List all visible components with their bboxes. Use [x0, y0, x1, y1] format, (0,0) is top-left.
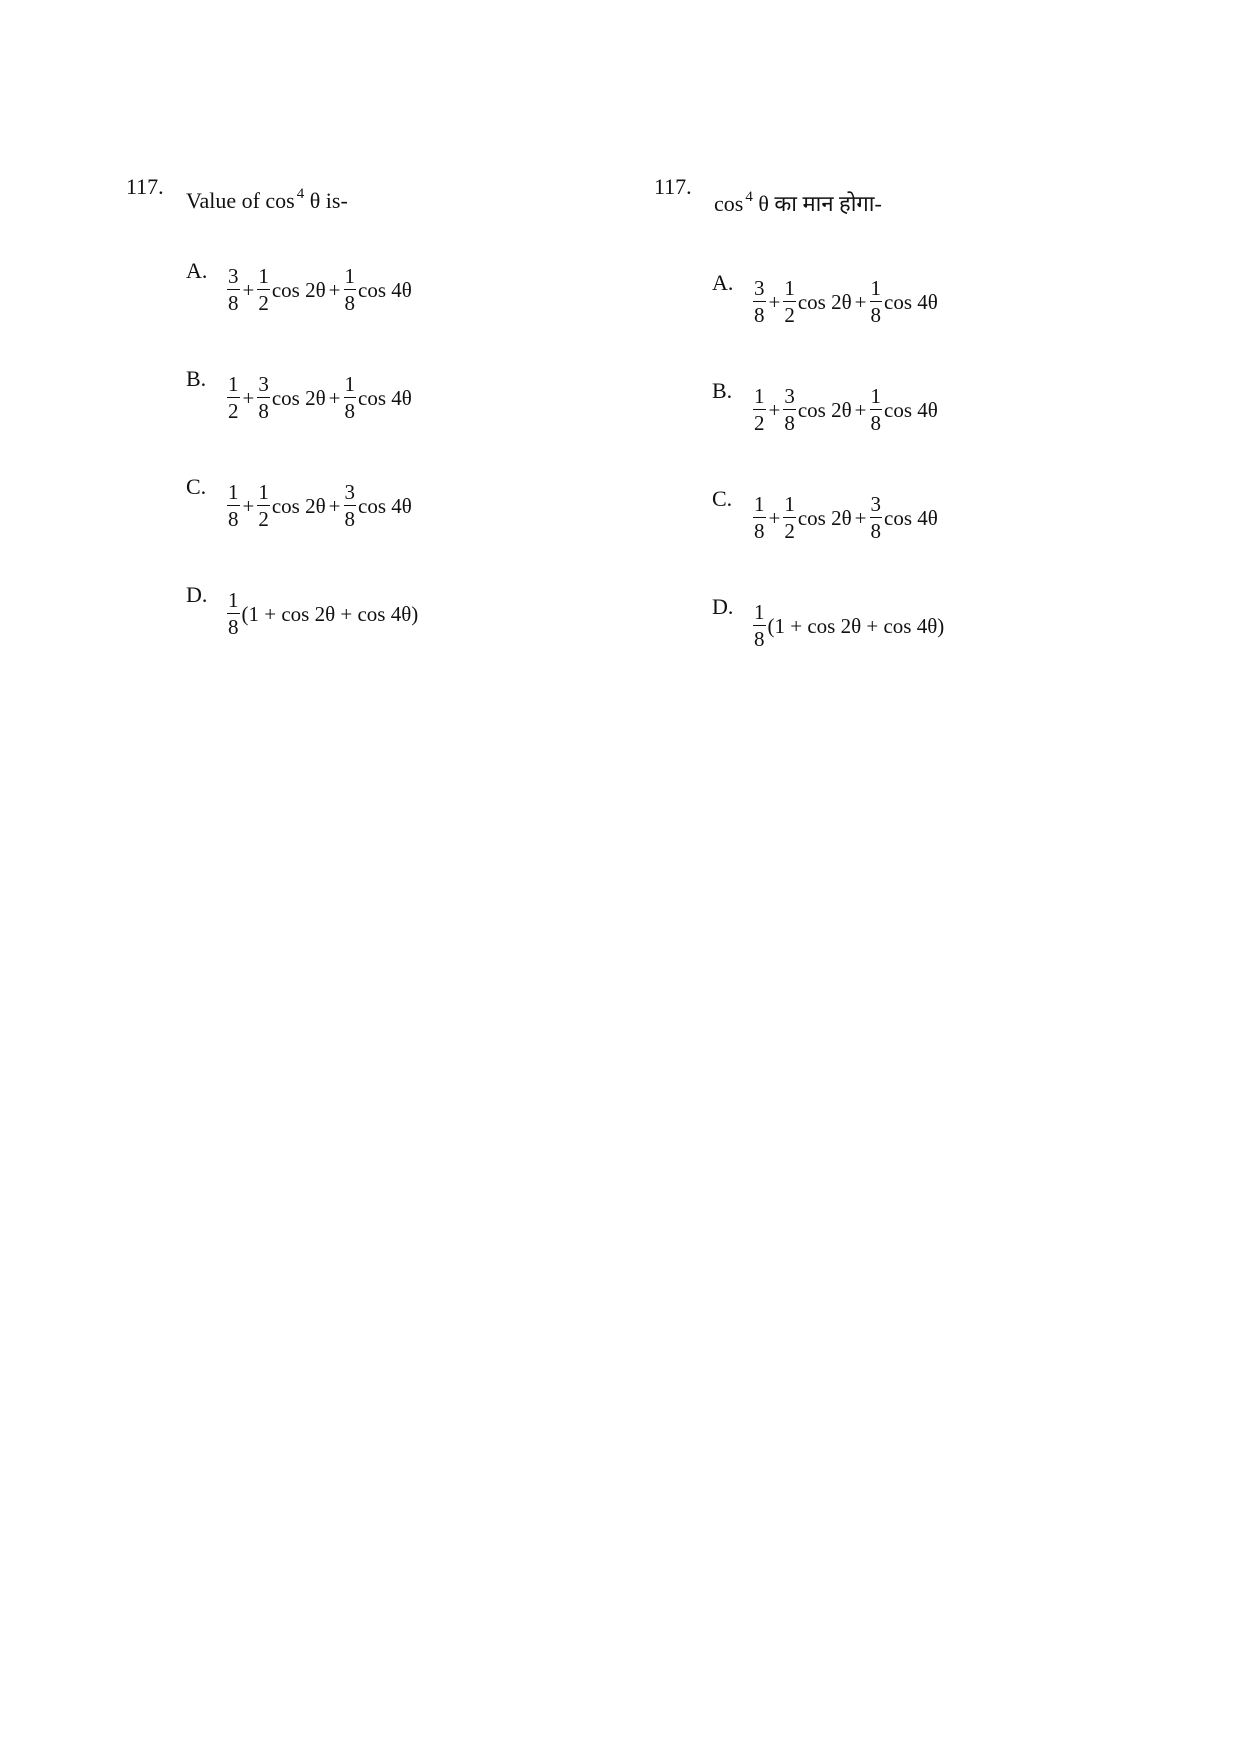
- operator: +: [768, 289, 781, 314]
- term: cos 2θ: [271, 385, 326, 410]
- numerator: 1: [344, 264, 355, 288]
- term: cos 2θ: [797, 505, 852, 530]
- numerator: 3: [784, 384, 795, 408]
- denominator: 8: [344, 291, 355, 315]
- numerator: 1: [870, 384, 881, 408]
- operator: +: [768, 505, 781, 530]
- term: cos 4θ: [358, 385, 412, 410]
- option-letter: C.: [186, 474, 207, 499]
- option-letter: B.: [712, 378, 733, 403]
- fraction: [753, 278, 766, 326]
- denominator: 8: [870, 519, 881, 543]
- numerator: 3: [228, 264, 239, 288]
- cos-label: cos: [265, 188, 295, 213]
- option-letter: A.: [186, 258, 208, 283]
- denominator: 8: [344, 507, 355, 531]
- fraction: [753, 602, 766, 650]
- fraction: [753, 494, 766, 542]
- option-letter: B.: [186, 366, 207, 391]
- operator: +: [242, 277, 255, 302]
- option-expression: [752, 594, 945, 658]
- option-letter: A.: [712, 270, 734, 295]
- term: cos 4θ: [884, 397, 938, 422]
- denominator: 8: [754, 627, 765, 651]
- question-text-en: [186, 188, 348, 214]
- question-number-en: 117.: [126, 174, 164, 199]
- term: cos 4θ: [358, 493, 412, 518]
- term: cos 2θ: [271, 277, 326, 302]
- option-expression: [226, 258, 413, 322]
- option-expression: [752, 270, 939, 334]
- denominator: 8: [228, 291, 239, 315]
- denominator: 2: [784, 519, 795, 543]
- fraction: [227, 266, 240, 314]
- operator: +: [768, 397, 781, 422]
- denominator: 2: [228, 399, 239, 423]
- denominator: 8: [784, 411, 795, 435]
- operator: +: [242, 493, 255, 518]
- power: 4: [745, 189, 753, 205]
- term: cos 2θ: [797, 397, 852, 422]
- denominator: 2: [784, 303, 795, 327]
- cos-label: cos: [714, 191, 744, 216]
- fraction: [870, 494, 883, 542]
- fraction: [257, 266, 270, 314]
- option-expression: [226, 582, 419, 646]
- numerator: 1: [754, 384, 765, 408]
- fraction: [344, 374, 357, 422]
- operator: +: [854, 505, 867, 530]
- denominator: 2: [258, 507, 269, 531]
- option-expression: [226, 474, 413, 538]
- fraction: [870, 386, 883, 434]
- option-expression: [752, 378, 939, 442]
- question-number-hi: 117.: [654, 174, 692, 199]
- fraction: [783, 494, 796, 542]
- denominator: 8: [228, 615, 239, 639]
- operator: +: [854, 289, 867, 314]
- denominator: 8: [754, 519, 765, 543]
- option-letter: D.: [712, 594, 734, 619]
- question-text-hi: [714, 188, 882, 218]
- fraction: [257, 482, 270, 530]
- fraction: [783, 278, 796, 326]
- numerator: 3: [754, 276, 765, 300]
- fraction: [753, 386, 766, 434]
- numerator: 1: [258, 480, 269, 504]
- option-letter: D.: [186, 582, 208, 607]
- denominator: 8: [754, 303, 765, 327]
- theta: θ: [309, 188, 321, 213]
- fraction: [227, 374, 240, 422]
- numerator: 1: [228, 480, 239, 504]
- denominator: 8: [258, 399, 269, 423]
- operator: +: [328, 277, 341, 302]
- operator: +: [328, 493, 341, 518]
- numerator: 1: [754, 600, 765, 624]
- numerator: 1: [784, 276, 795, 300]
- fraction: [257, 374, 270, 422]
- denominator: 8: [344, 399, 355, 423]
- denominator: 8: [870, 411, 881, 435]
- fraction: [227, 590, 240, 638]
- fraction: [344, 266, 357, 314]
- numerator: 3: [258, 372, 269, 396]
- term: (1 + cos 2θ + cos 4θ): [767, 613, 945, 638]
- question-suffix: का मान होगा-: [768, 191, 882, 216]
- term: cos 4θ: [884, 289, 938, 314]
- denominator: 8: [228, 507, 239, 531]
- numerator: 1: [258, 264, 269, 288]
- term: cos 2θ: [271, 493, 326, 518]
- fraction: [227, 482, 240, 530]
- theta: θ: [758, 191, 769, 216]
- numerator: 3: [344, 480, 355, 504]
- numerator: 1: [228, 372, 239, 396]
- option-letter: C.: [712, 486, 733, 511]
- fraction: [870, 278, 883, 326]
- power: 4: [296, 186, 305, 202]
- numerator: 1: [870, 276, 881, 300]
- option-expression: [226, 366, 413, 430]
- term: cos 4θ: [884, 505, 938, 530]
- fraction: [344, 482, 357, 530]
- question-prefix: Value of: [186, 188, 266, 213]
- denominator: 2: [754, 411, 765, 435]
- term: cos 2θ: [797, 289, 852, 314]
- denominator: 8: [870, 303, 881, 327]
- numerator: 1: [754, 492, 765, 516]
- term: (1 + cos 2θ + cos 4θ): [241, 601, 419, 626]
- numerator: 3: [870, 492, 881, 516]
- numerator: 1: [784, 492, 795, 516]
- operator: +: [854, 397, 867, 422]
- term: cos 4θ: [358, 277, 412, 302]
- numerator: 1: [344, 372, 355, 396]
- operator: +: [328, 385, 341, 410]
- fraction: [783, 386, 796, 434]
- denominator: 2: [258, 291, 269, 315]
- numerator: 1: [228, 588, 239, 612]
- operator: +: [242, 385, 255, 410]
- question-suffix: is-: [320, 188, 348, 213]
- option-expression: [752, 486, 939, 550]
